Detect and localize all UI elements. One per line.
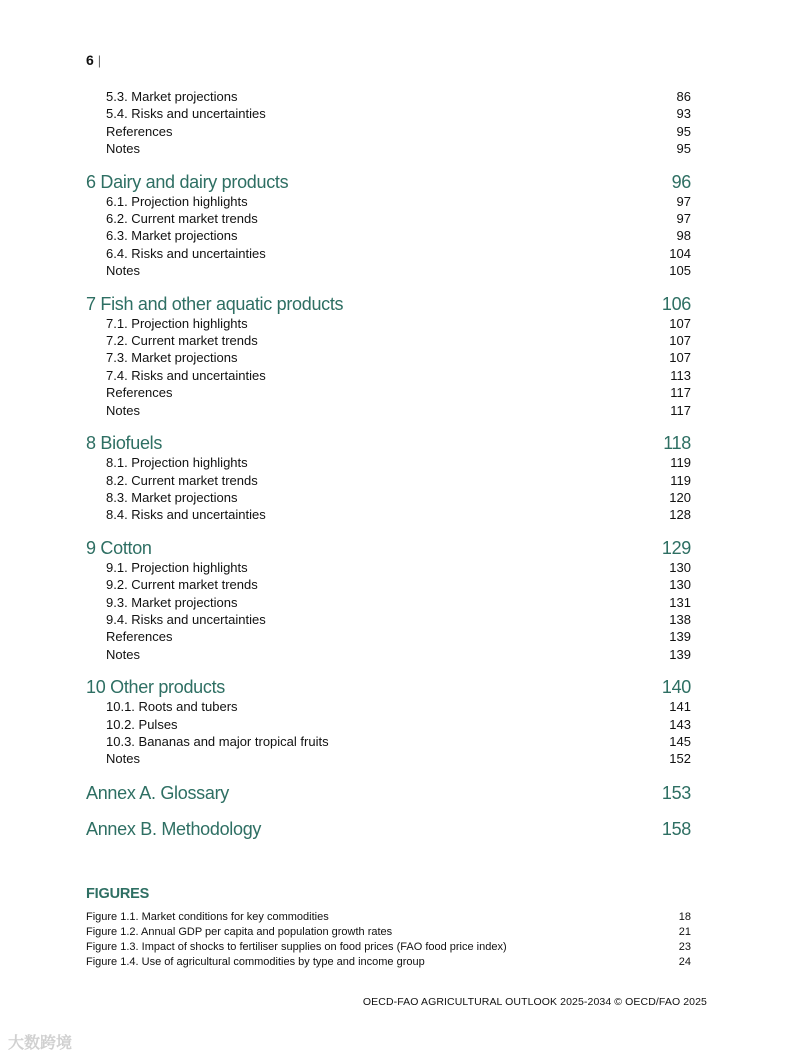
figure-entry[interactable]: Figure 1.1. Market conditions for key commodities 18: [86, 911, 691, 923]
annex-b: [86, 818, 691, 840]
annex-heading[interactable]: Annex B. Methodology 158: [86, 818, 691, 839]
chapter-10: [86, 676, 691, 768]
toc-entry[interactable]: 6.2. Current market trends 97: [106, 211, 691, 227]
toc-entry[interactable]: Notes 95: [106, 141, 691, 157]
toc-entry[interactable]: Notes 105: [106, 263, 691, 279]
toc-entry[interactable]: Notes 152: [106, 751, 691, 767]
toc-entry[interactable]: 8.1. Projection highlights 119: [106, 455, 691, 471]
annex-heading[interactable]: Annex A. Glossary 153: [86, 782, 691, 803]
toc-entry[interactable]: 6.4. Risks and uncertainties 104: [106, 245, 691, 261]
toc-entry[interactable]: 6.3. Market projections 98: [106, 228, 691, 244]
toc-entry[interactable]: 10.2. Pulses 143: [106, 716, 691, 732]
table-of-contents: [86, 88, 691, 840]
toc-entry[interactable]: 7.2. Current market trends 107: [106, 333, 691, 349]
toc-entry[interactable]: Notes 117: [106, 402, 691, 418]
chapter-heading[interactable]: 6 Dairy and dairy products 96: [86, 171, 691, 192]
toc-entry[interactable]: 7.4. Risks and uncertainties 113: [106, 367, 691, 383]
toc-entry[interactable]: 7.3. Market projections 107: [106, 350, 691, 366]
toc-entry[interactable]: References 95: [106, 123, 691, 139]
page-number-separator: |: [97, 53, 102, 68]
chapter-7: [86, 293, 691, 419]
toc-entry[interactable]: 9.1. Projection highlights 130: [106, 559, 691, 575]
toc-entry[interactable]: 9.2. Current market trends 130: [106, 577, 691, 593]
chapter-6: [86, 171, 691, 280]
figure-entry[interactable]: Figure 1.3. Impact of shocks to fertiliser supplies on food prices (FAO food price index) 23: [86, 941, 691, 953]
chapter-8: [86, 432, 691, 524]
figures-heading: FIGURES: [86, 886, 150, 902]
toc-entry[interactable]: 8.4. Risks and uncertainties 128: [106, 507, 691, 523]
toc-entry[interactable]: 10.3. Bananas and major tropical fruits 145: [106, 733, 691, 749]
page-footer: OECD-FAO AGRICULTURAL OUTLOOK 2025-2034 © OECD/FAO 2025: [362, 996, 707, 1008]
prev-chapter-tail: [86, 88, 691, 158]
toc-entry[interactable]: 7.1. Projection highlights 107: [106, 315, 691, 331]
figures-list: [86, 886, 691, 970]
toc-entry[interactable]: References 139: [106, 629, 691, 645]
toc-entry[interactable]: Notes 139: [106, 646, 691, 662]
toc-entry[interactable]: 8.3. Market projections 120: [106, 489, 691, 505]
toc-entry[interactable]: 10.1. Roots and tubers 141: [106, 699, 691, 715]
chapter-heading[interactable]: 7 Fish and other aquatic products 106: [86, 293, 691, 314]
toc-entry[interactable]: 9.4. Risks and uncertainties 138: [106, 611, 691, 627]
page-number: 6 |: [86, 52, 102, 68]
chapter-9: [86, 537, 691, 663]
toc-entry[interactable]: 8.2. Current market trends 119: [106, 472, 691, 488]
toc-entry[interactable]: 5.4. Risks and uncertainties 93: [106, 106, 691, 122]
watermark: 大数跨境: [8, 1035, 73, 1052]
figure-entry[interactable]: Figure 1.2. Annual GDP per capita and population growth rates 21: [86, 926, 691, 938]
toc-entry[interactable]: 9.3. Market projections 131: [106, 594, 691, 610]
chapter-heading[interactable]: 8 Biofuels 118: [86, 433, 691, 454]
figure-entry[interactable]: Figure 1.4. Use of agricultural commodities by type and income group 24: [86, 956, 691, 968]
chapter-heading[interactable]: 9 Cotton 129: [86, 537, 691, 558]
toc-entry[interactable]: 6.1. Projection highlights 97: [106, 193, 691, 209]
toc-entry[interactable]: 5.3. Market projections 86: [106, 89, 691, 104]
annex-a: [86, 782, 691, 804]
toc-entry[interactable]: References 117: [106, 385, 691, 401]
chapter-heading[interactable]: 10 Other products 140: [86, 677, 691, 698]
